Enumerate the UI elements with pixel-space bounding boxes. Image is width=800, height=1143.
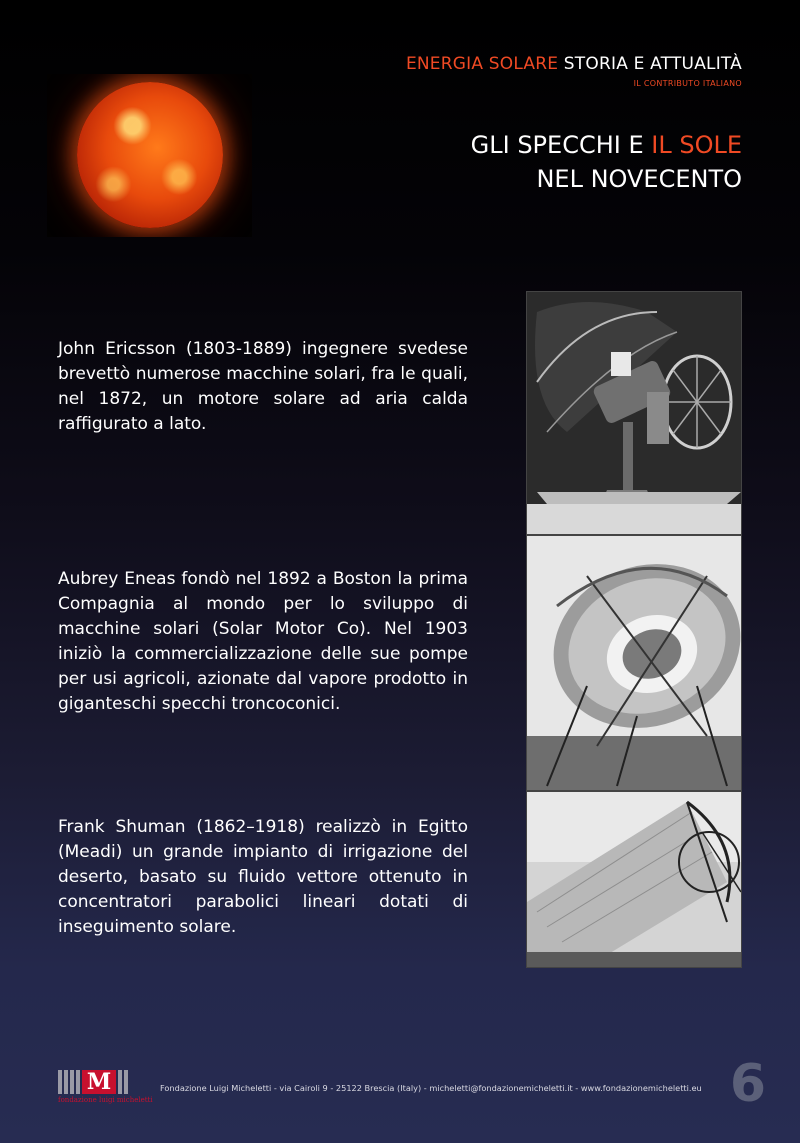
page-title bbox=[471, 128, 742, 196]
ericsson-solar-engine-photo bbox=[526, 291, 742, 535]
logo-bar bbox=[118, 1070, 122, 1094]
logo-bar bbox=[64, 1070, 68, 1094]
logo-m: M bbox=[82, 1070, 116, 1094]
series-title bbox=[406, 54, 742, 74]
paragraph-eneas: Aubrey Eneas fondò nel 1892 a Boston la prima Compagnia al mondo per lo sviluppo di macchine solari (Solar Motor Co). Nel 1903 iniziò la commercializzazione delle sue pompe per usi agricoli, azionate dal vapore prodotto in giganteschi specchi troncoconici. bbox=[58, 569, 468, 714]
logo-bar bbox=[70, 1070, 74, 1094]
logo-bar bbox=[58, 1070, 62, 1094]
page-number: 6 bbox=[729, 1054, 766, 1114]
logo-caption: fondazione luigi micheletti bbox=[58, 1096, 153, 1104]
eneas-conical-mirror-photo bbox=[526, 535, 742, 791]
logo-bar bbox=[76, 1070, 80, 1094]
page-title-prefix: GLI SPECCHI E bbox=[470, 131, 652, 159]
logo-bar bbox=[124, 1070, 128, 1094]
series-title-rest: STORIA E ATTUALITÀ bbox=[558, 54, 742, 74]
fondazione-micheletti-logo bbox=[58, 1069, 153, 1110]
page-title-line2: NEL NOVECENTO bbox=[536, 165, 742, 193]
page-title-accent: IL SOLE bbox=[651, 131, 742, 159]
sun-photo bbox=[47, 74, 252, 237]
sun-disc bbox=[77, 82, 223, 228]
series-title-accent: ENERGIA SOLARE bbox=[405, 54, 559, 74]
series-subtitle: IL CONTRIBUTO ITALIANO bbox=[633, 79, 742, 88]
logo-mark bbox=[58, 1070, 142, 1094]
paragraph-ericsson: John Ericsson (1803-1889) ingegnere svedese brevettò numerose macchine solari, fra le quali, nel 1872, un motore solare ad aria calda raffigurato a lato. bbox=[58, 339, 468, 434]
paragraph-shuman: Frank Shuman (1862–1918) realizzò in Egitto (Meadi) un grande impianto di irrigazione del deserto, basato su fluido vettore ottenuto in concentratori parabolici lineari dotati di inseguimento solare. bbox=[58, 817, 468, 937]
shuman-parabolic-trough-photo bbox=[526, 791, 742, 968]
page-title-line1 bbox=[471, 128, 742, 162]
footer-contact: Fondazione Luigi Micheletti - via Cairoli 9 - 25122 Brescia (Italy) - micheletti@fondazionemicheletti.it - www.fondazionemicheletti.eu bbox=[160, 1083, 702, 1093]
